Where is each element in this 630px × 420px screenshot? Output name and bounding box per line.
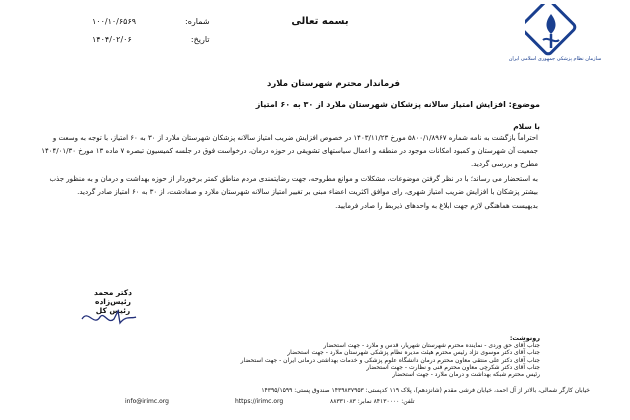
letter-body (38, 132, 538, 214)
cc-item: جناب آقای حق وردی - نماینده محترم شهرستان شهریار، قدس و ملارد - جهت استحضار (323, 342, 540, 350)
body-paragraph: بدیهیست هماهنگی لازم جهت ابلاغ به واحدهای ذیربط را صادر فرمایید. (335, 202, 538, 211)
cc-item: جناب آقای دکتر موسوی نژاد رئیس محترم هیئت مدیره نظام پزشکی شهرستان ملارد - جهت استحضار (287, 349, 540, 357)
letter-date (92, 35, 222, 44)
signature-image (78, 305, 138, 330)
body-paragraph: احتراماً بازگشت به نامه شماره ۵۸۰۰/۱/۸۹۶۷ مورخ ۱۴۰۳/۱۱/۲۳ در خصوص افزایش ضریب امتیاز سالانه پزشکان شهرستان ملارد از ۳۰ به ۶۰ امتیاز، با توجه به وسعت و جمعیت آن شهرستان و کمبود امکانات موجود در منطقه و اعمال سیاستهای تشویقی در حوزه درمان، درخواست فوق در جلسه کمیسیون تبصره ۷ ماده ۱۳ مورخ ۱۴۰۴/۰۱/۳۰ مطرح و بررسی گردید. (41, 134, 538, 169)
ministry-emblem-icon (525, 4, 577, 56)
bismillah: بسمه تعالی (291, 16, 349, 27)
letter-number-label: شماره: (185, 17, 210, 26)
logo-caption: سازمان نظام پزشکی جمهوری اسلامی ایران (508, 56, 602, 62)
subject: موضوع: افزایش امتیاز سالانه پزشکان شهرستان ملارد از ۳۰ به ۶۰ امتیاز (255, 100, 540, 109)
cc-item: جناب آقای دکتر شکرچی معاون محترم فنی و نظارت - جهت استحضار (366, 363, 540, 371)
greeting: با سلام (513, 122, 540, 131)
body-paragraph: به استحضار می رساند؛ با در نظر گرفتن موضوعات، مشکلات و موانع مطروحه، جهت رضایتمندی مردم مناطق کمتر برخوردار از حوزه بهداشت و درمان و به منظور جذب بیشتر پزشکان با افزایش ضریب امتیاز شهری، رای موافق اکثریت اعضاء مبنی بر تغییر امتیاز سالانه شهرستان ملارد و صفادشت، از ۳۰ به ۶۰ امتیاز صادر گردید. (49, 174, 538, 196)
signer-title: رئیس کل (95, 306, 131, 315)
footer-phone: تلفن: ۸۴۱۳۰۰۰۰ نمابر: ۸۸۳۳۱۰۸۳ (330, 398, 415, 405)
footer-website[interactable]: https://irimc.org (235, 398, 284, 405)
cc-title: رونوشت: (509, 334, 540, 342)
cc-item: رئیس محترم شبکه بهداشت و درمان ملارد - جهت استحضار (392, 371, 540, 379)
letter-number (92, 17, 222, 26)
recipient: فرماندار محترم شهرستان ملارد (267, 79, 400, 89)
letter-date-value: ۱۴۰۴/۰۲/۰۶ (92, 35, 132, 44)
cc-list (40, 335, 540, 378)
signer-name: دکتر محمد رئیس‌زاده (94, 288, 132, 306)
letter-number-value: ۱۰۰/۱۰/۶۵۶۹ (92, 17, 137, 26)
cc-item: جناب آقای دکتر علی منتقی معاون محترم درمان دانشگاه علوم پزشکی و خدمات بهداشتی درمانی ایران - جهت استحضار (240, 356, 540, 364)
letter-date-label: تاریخ: (190, 35, 210, 44)
footer-email[interactable]: info@irimc.org (125, 398, 169, 405)
footer-address: خیابان کارگر شمالی، بالاتر از آل احمد، خیابان فرشی مقدم (شانزدهم)، پلاک ۱۱۹ کدپستی: ۱۴۳۹۸۳۷۹۵۳ صندوق پستی: ۱۴۳۹۵/۱۵۹۹ (261, 387, 590, 394)
